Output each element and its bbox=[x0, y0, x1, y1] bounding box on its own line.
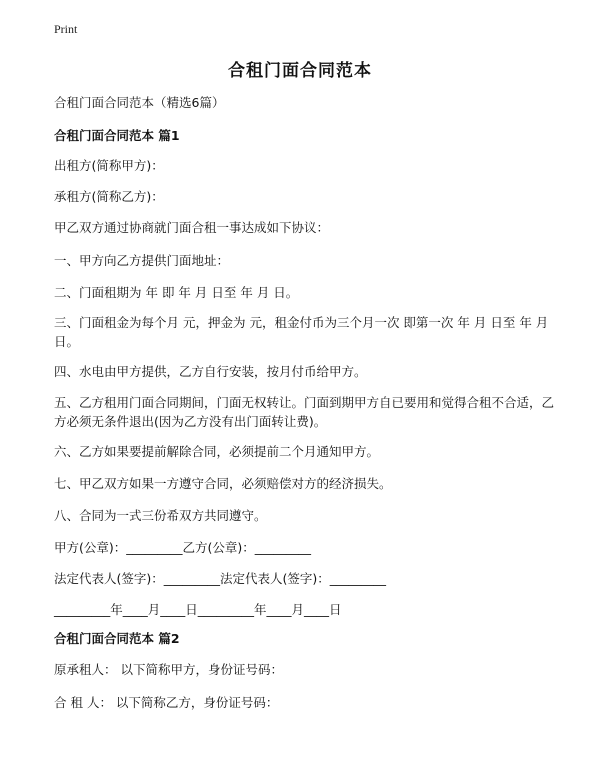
signature-seal-line: 甲方(公章)：_________乙方(公章)：_________ bbox=[54, 540, 312, 555]
section-heading-1: 合租门面合同范本 篇1 bbox=[54, 128, 180, 143]
clause-4: 四、水电由甲方提供，乙方自行安装，按月付币给甲方。 bbox=[54, 364, 367, 379]
document-title: 合租门面合同范本 bbox=[228, 61, 372, 81]
lessee-line: 承租方(简称乙方)： bbox=[54, 189, 164, 204]
signature-date-line: _________年____月____日_________年____月____日 bbox=[54, 602, 342, 617]
lessor-line: 出租方(简称甲方)： bbox=[54, 158, 164, 173]
clause-8: 八、合同为一式三份希双方共同遵守。 bbox=[54, 508, 267, 523]
agreement-intro: 甲乙双方通过协商就门面合租一事达成如下协议： bbox=[54, 220, 330, 235]
signature-representative-line: 法定代表人(签字)：_________法定代表人(签字)：_________ bbox=[54, 571, 387, 586]
clause-7: 七、甲乙双方如果一方遵守合同，必须赔偿对方的经济损失。 bbox=[54, 476, 392, 491]
document-subtitle: 合租门面合同范本（精选6篇） bbox=[54, 95, 225, 110]
section-heading-2: 合租门面合同范本 篇2 bbox=[54, 631, 180, 646]
clause-1: 一、甲方向乙方提供门面地址： bbox=[54, 253, 230, 268]
clause-5: 五、乙方租用门面合同期间，门面无权转让。门面到期甲方自已要用和觉得合租不合适，乙方必须无条件退出(因为乙方没有出门面转让费)。 bbox=[54, 395, 555, 429]
clause-6: 六、乙方如果要提前解除合同，必须提前二个月通知甲方。 bbox=[54, 444, 380, 459]
co-tenant-line: 合 租 人： 以下简称乙方，身份证号码： bbox=[54, 695, 279, 710]
print-link[interactable]: Print bbox=[54, 22, 78, 36]
original-tenant-line: 原承租人： 以下简称甲方，身份证号码： bbox=[54, 662, 283, 677]
clause-2: 二、门面租期为 年 即 年 月 日至 年 月 日。 bbox=[54, 285, 299, 300]
clause-3: 三、门面租金为每个月 元，押金为 元，租金付币为三个月一次 即第一次 年 月 日至 年 月 日。 bbox=[54, 315, 549, 349]
